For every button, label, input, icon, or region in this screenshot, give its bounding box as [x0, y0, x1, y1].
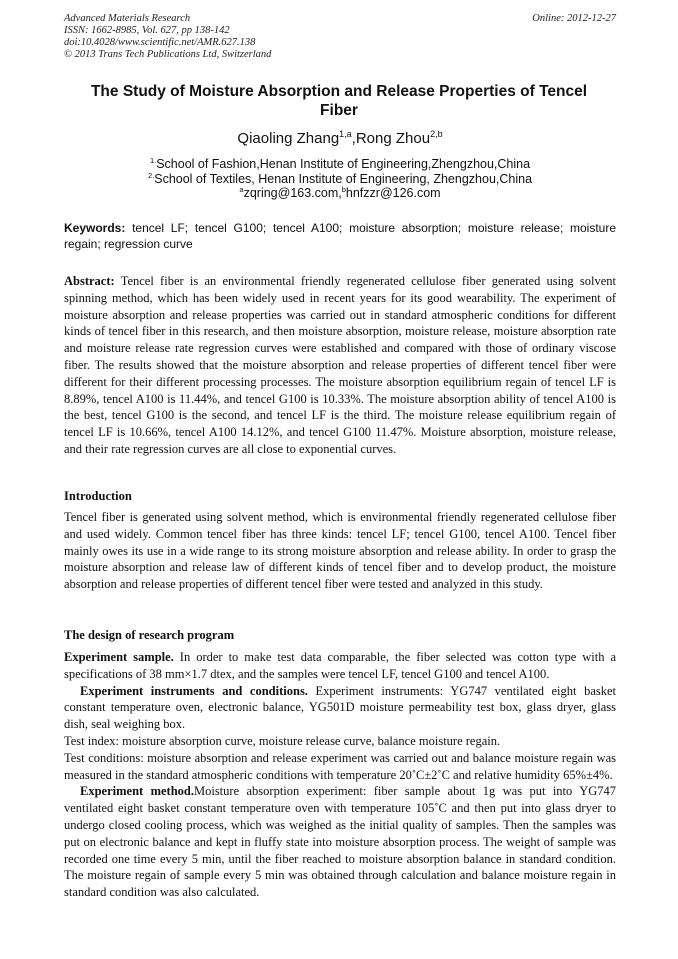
abstract-text: Tencel fiber is an environmental friendly regenerated cellulose fiber generated using solvent spinning method, which has been widely used in recent years for its good wearability. The experiment of moisture absorption and release properties was carried out in standard atmospheric conditions for different kinds of tencel fiber in this research, and then moisture absorption, moisture release, moisture absorption rate and moisture release rate regression curves were established and compared with those of ordinary viscose fiber. The results showed that the moisture absorption and release properties of different tencel fiber were different for their different processing processes. The moisture absorption equilibrium regain of tencel LF is 8.89%, tencel A100 is 11.44%, and tencel G100 is 10.33%. The moisture absorption ability of tencel A100 is the best, tencel G100 is the second, and tencel LF is the third. The moisture release equilibrium regain of tencel LF is 10.66%, tencel A100 14.12%, and tencel G100 11.47%. Moisture absorption, moisture release, and their rate regression curves are all close to exponential curves.: [64, 274, 616, 456]
issn-line: ISSN: 1662-8985, Vol. 627, pp 138-142: [64, 25, 230, 36]
experiment-sample-paragraph: [64, 649, 616, 683]
doi-line: doi:10.4028/www.scientific.net/AMR.627.138: [64, 37, 256, 48]
affiliation-2-sup: 2.: [147, 171, 155, 180]
design-section: [64, 649, 616, 901]
test-index-paragraph: Test index: moisture absorption curve, moisture release curve, balance moisture regain.: [64, 733, 501, 748]
affiliation-1: [64, 157, 616, 172]
affiliation-2-text: School of Textiles, Henan Institute of Engineering, Zhengzhou,China: [154, 172, 533, 186]
design-heading: The design of research program: [64, 628, 235, 642]
email-line: [64, 186, 616, 201]
author-line: [64, 130, 616, 148]
test-conditions-paragraph: Test conditions: moisture absorption and release experiment was carried out and balance moisture regain was measured in the standard atmospheric conditions with temperature 20˚C±2˚C and relative humidity 65%±4%.: [64, 750, 616, 782]
author-1-sup: 1,a: [339, 129, 352, 139]
email-a: zqring@163.com,: [243, 186, 342, 200]
author-separator: ,: [351, 130, 356, 147]
abstract: [64, 273, 616, 458]
author-1-name: Qiaoling Zhang: [237, 130, 340, 147]
introduction-heading: Introduction: [64, 489, 132, 503]
experiment-method-label: Experiment method.: [80, 784, 194, 799]
email-b-sup: b: [341, 185, 346, 194]
introduction-text: Tencel fiber is generated using solvent method, which is environmental friendly regenerated cellulose fiber and used widely. Common tencel fiber has three kinds: tencel LF; tencel G100, tencel A100. Tencel fiber mainly owes its use in a wide range to its strong moisture absorption and release ability. In order to grasp the moisture absorption and release law of different kinds of tencel fiber and to develop product, the moisture absorption and release properties of different tencel fiber were tested and analyzed in this study.: [64, 510, 616, 592]
journal-header: [64, 13, 616, 61]
experiment-sample-text: In order to make test data comparable, the fiber selected was cotton type with a specifications of 38 mm×1.7 dtex, and the samples were tencel LF, tencel G100 and tencel A100.: [64, 650, 617, 681]
experiment-instruments-label: Experiment instruments and conditions.: [80, 683, 308, 698]
email-b: hnfzzr@126.com: [345, 186, 441, 200]
affiliation-2: [64, 172, 616, 187]
affiliation-1-sup: 1.: [149, 156, 157, 165]
copyright-line: © 2013 Trans Tech Publications Ltd, Switzerland: [64, 49, 272, 60]
experiment-instruments-text: Experiment instruments: YG747 ventilated eight basket constant temperature oven, electronic balance, YG501D moisture permeability test box, glass dryer, glass dish, seal weighing box.: [64, 683, 617, 732]
experiment-method-paragraph: [64, 783, 616, 901]
online-date: Online: 2012-12-27: [532, 13, 616, 24]
keywords-text: tencel LF; tencel G100; tencel A100; moisture absorption; moisture release; moisture regain; regression curve: [64, 221, 616, 251]
affiliation-1-text: School of Fashion,Henan Institute of Engineering,Zhengzhou,China: [156, 157, 531, 171]
keywords: [64, 221, 616, 252]
keywords-label: Keywords:: [64, 221, 126, 235]
experiment-sample-label: Experiment sample.: [64, 650, 174, 664]
author-2-sup: 2,b: [430, 129, 443, 139]
journal-name: Advanced Materials Research: [64, 13, 191, 24]
experiment-method-text: Moisture absorption experiment: fiber sample about 1g was put into YG747 ventilated eight basket constant temperature oven with temperature 105˚C and then put into glass dryer to undergo closed cooling process, which was weighed as the initial quality of samples. Then the samples was put on electronic balance and kept in fluffy state into moisture absorption process. The weight of sample was recorded one time every 5 min, until the fiber reached to moisture absorption balance in standard condition. The moisture regain of sample every 5 min was obtained through calculation and balance moisture regain in standard condition was also calculated.: [64, 784, 616, 900]
email-a-sup: a: [239, 185, 244, 194]
experiment-instruments-paragraph: [64, 683, 616, 733]
paper-title: The Study of Moisture Absorption and Release Properties of Tencel Fiber: [90, 83, 588, 119]
author-2-name: Rong Zhou: [355, 130, 431, 147]
abstract-label: Abstract:: [64, 274, 115, 288]
